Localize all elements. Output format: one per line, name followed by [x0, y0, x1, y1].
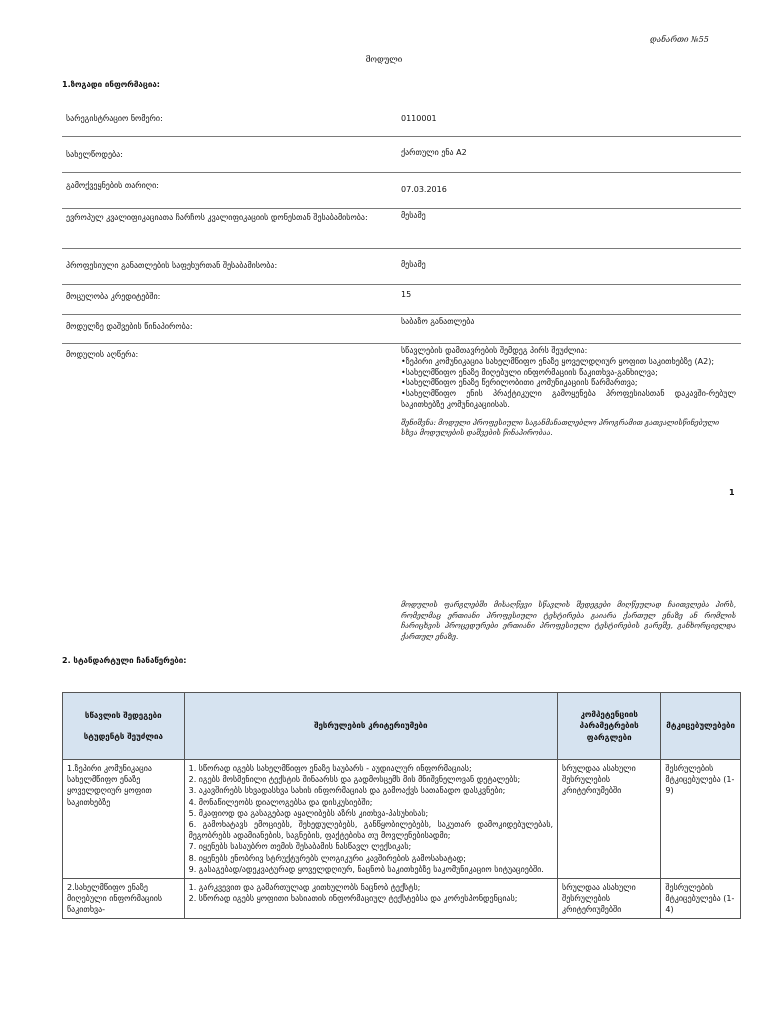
criterion-item: 1. სწორად იგებს სახელმწიფო ენაზე საუბარს - აუდიალურ ინფორმაციას; [188, 764, 472, 773]
criteria-cell [184, 760, 557, 879]
header-outcomes-line1: სწავლის შედეგები [84, 710, 162, 720]
header-outcomes-line2: სტუდენტს შეუძლია [83, 732, 163, 741]
header-performance-criteria: შესრულების კრიტერიუმები [184, 693, 557, 760]
prerequisite-value: საბაზო განათლება [401, 317, 475, 326]
row-divider [62, 208, 741, 209]
criterion-item: 5. მკაფიოდ და გასაგებად აყალიბებს აზრს კითხვა-პასუხისას; [188, 808, 429, 818]
outcome-cell: 2.სახელმწიფო ენაზე მიღებული ინფორმაციის წაკითხვა- [63, 878, 185, 919]
page-number: 1 [729, 488, 735, 497]
criterion-item: 1. გარკვევით და გამართულად კითხულობს ნაცნობ ტექსტს; [188, 882, 421, 892]
vet-level-label: პროფესიული განათლების საფეხურთან შესაბამისობა: [66, 261, 278, 270]
standards-table [62, 692, 741, 919]
description-label: მოდულის აღწერა: [66, 350, 139, 359]
description-note: შენიშვნა: მოდული პროფესიული საგანმანათლებლო პროგრამით გათვალისწინებული სხვა მოდულების დაშვების წინაპირობაა. [401, 418, 720, 438]
criterion-item: 4. მონაწილეობს დიალოგებსა და დისკუსიებში; [188, 797, 373, 807]
scope-cell: სრულდაა ასახული შესრულების კრიტერიუმებში [558, 760, 661, 879]
description-item: •სახელმწიფო ენაზე მიღებული ინფორმაციის წაკითხვა-განხილვა; [401, 367, 658, 377]
registration-number-value: 0110001 [401, 114, 437, 123]
row-divider [62, 172, 741, 173]
row-divider [62, 284, 741, 285]
scope-cell: სრულდაა ასახული შესრულების კრიტერიუმებში [558, 878, 661, 919]
row-divider [62, 314, 741, 315]
name-value: ქართული ენა A2 [401, 148, 467, 157]
evidence-cell: შესრულების მტკიცებულება (1-4) [661, 878, 741, 919]
credits-value: 15 [401, 290, 412, 299]
eqf-level-label: ევროპულ კვალიფიკაციათა ჩარჩოს კვალიფიკაციის დონესთან შესაბამისობა: [66, 213, 368, 222]
criterion-item: 8. იყენებს ენობრივ სტრუქტურებს ლოგიკური კავშირების გამოსახატად; [188, 853, 466, 863]
header-competence-scope: კომპეტენციის პარამეტრების ფარგლები [558, 693, 661, 760]
eqf-level-value: მესამე [401, 211, 426, 220]
row-divider [62, 343, 741, 344]
description-intro: სწავლების დამთავრების შემდეგ პირს შეუძლია: [401, 346, 588, 355]
table-row [63, 878, 741, 919]
criterion-item: 3. აკავშირებს სხვადასხვა სახის ინფორმაციას და გამოაქვს სათანადო დასკვნები; [188, 786, 506, 796]
document-title: მოდული [365, 55, 403, 64]
outcome-cell: 1.ზეპირი კომუნიკაცია სახელმწიფო ენაზე ყოველდღიურ ყოფით საკითხებზე [63, 760, 185, 879]
criteria-cell [184, 878, 557, 919]
section-1-title: 1.ზოგადი ინფორმაცია: [62, 80, 160, 89]
evidence-cell: შესრულების მტკიცებულება (1- 9) [661, 760, 741, 879]
header-evidence: მტკიცებულებები [661, 693, 741, 760]
annex-number: დანართი №55 [650, 35, 709, 44]
description-item: •სახელმწიფო ენაზე წერილობითი კომუნიკაციის წარმართვა; [401, 378, 638, 388]
row-divider [62, 248, 741, 249]
publish-date-value: 07.03.2016 [401, 185, 447, 194]
publish-date-label: გამოქვეყნების თარიღი: [66, 181, 159, 190]
criterion-item: 9. გასაგებად/ადეკვატურად ყოველდღიურ, ნაცნობ საკითხებზე საკომუნიკაციო სიტუაციებში. [188, 864, 544, 874]
table-row [63, 760, 741, 879]
description-item: •ზეპირი კომუნიკაცია სახელმწიფო ენაზე ყოველდღიურ ყოფით საკითხებზე (A2); [401, 356, 715, 366]
row-divider [62, 136, 741, 137]
description-item: •სახელმწიფო ენის პრაქტიკული გამოყენება პროფესიასთან დაკავში-რებულ საკითხებზე კომუნიკაციისას. [401, 389, 736, 409]
criterion-item: 6. გამოხატავს ემოციებს, შეხედულებებს, განწყობილებებს, საკუთარ დამოკიდებულებას, მეგობრებს ადამიანების, საგნების, ფაქტებისა თუ მოვლენებისადმი; [188, 819, 554, 841]
criterion-item: 2. სწორად იგებს ყოფითი ხასიათის ინფორმაციულ ტექსტებსა და კორესპონდენციას; [188, 894, 518, 904]
criterion-item: 7. იყენებს სასაუბრო თემის შესაბამის ნასწავლ ლექსიკას; [188, 842, 412, 852]
section-2-title: 2. სტანდარტული ჩანაწერები: [62, 656, 187, 665]
header-learning-outcomes [63, 693, 185, 760]
achievement-note: მოდულის ფარგლებში მისაღწევი სწავლის შედეგები მიღწეულად ჩაითვლება პირს, რომელმაც ერთიანი პროფესიული ტესტირება გაიარა ქართულ ენაზე ან რომლის ჩარიცხვის პროცედურები ერთიანი პროფესიული ტესტირების გარეშე, განხორციელდა ქართულ ენაზე. [401, 601, 736, 641]
credits-label: მოცულობა კრედიტებში: [66, 292, 161, 301]
vet-level-value: მესამე [401, 260, 426, 269]
registration-number-label: სარეგისტრაციო ნომერი: [66, 114, 163, 123]
description-body [401, 346, 736, 439]
name-label: სახელწოდება: [66, 150, 123, 159]
criterion-item: 2. იგებს მოსმენილი ტექსტის შინაარსს და გადმოსცემს მის მნიშვნელოვან დეტალებს; [188, 775, 521, 785]
prerequisite-label: მოდულზე დაშვების წინაპირობა: [66, 322, 193, 331]
table-header-row [63, 693, 741, 760]
